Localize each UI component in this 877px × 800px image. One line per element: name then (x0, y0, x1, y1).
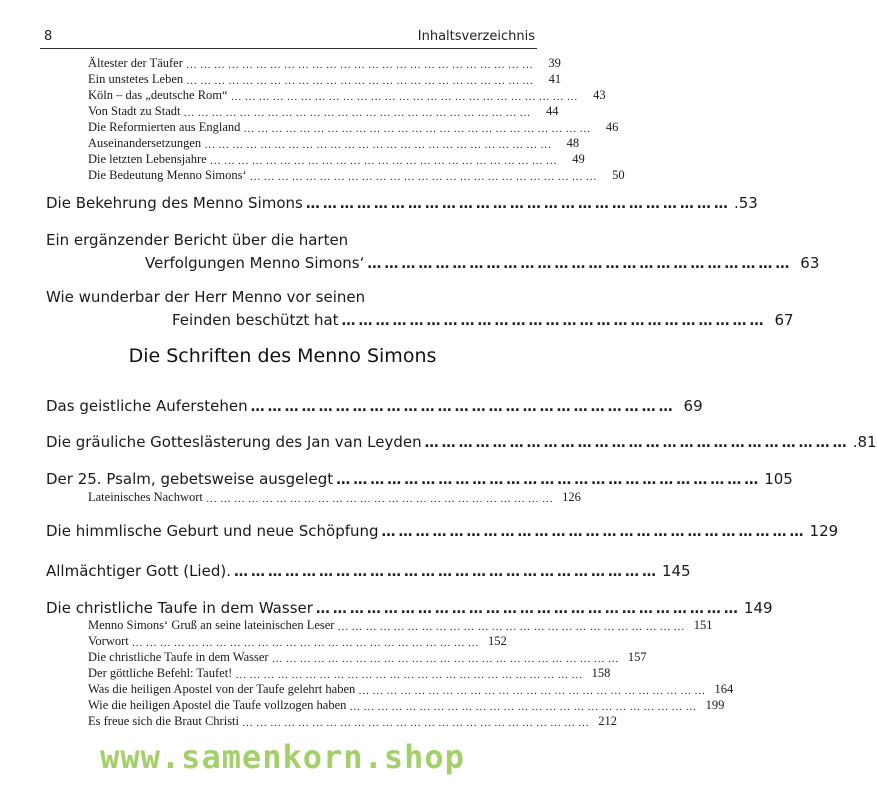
toc-chapter[interactable]: Feinden beschützt hat ………………………………………………………………… 67 (172, 311, 794, 329)
toc-subentry[interactable]: Auseinandersetzungen ………………………………………………………………… 48 (88, 136, 580, 151)
toc-chapter[interactable]: Das geistliche Auferstehen ………………………………………………………………… 69 (46, 397, 703, 415)
toc-subentry[interactable]: Es freue sich die Braut Christi ………………………………………………………………… 212 (88, 714, 618, 729)
toc-chapter[interactable]: Allmächtiger Gott (Lied). ………………………………………………………………… 145 (46, 562, 691, 580)
toc-subentry[interactable]: Die letzten Lebensjahre ………………………………………………………………… 49 (88, 152, 585, 167)
toc-chapter[interactable]: Die himmlische Geburt und neue Schöpfung ………………………………………………………………… 129 (46, 522, 839, 540)
toc-chapter-line1[interactable]: Ein ergänzender Bericht über die harten (46, 231, 349, 249)
running-title: Inhaltsverzeichnis (417, 29, 535, 44)
toc-subentry[interactable]: Die Bedeutung Menno Simons‘ ………………………………………………………………… 50 (88, 168, 625, 183)
section-heading: Die Schriften des Menno Simons (128, 345, 437, 367)
toc-subentry[interactable]: Vorwort ………………………………………………………………… 152 (88, 634, 507, 649)
toc-subentry[interactable]: Menno Simons‘ Gruß an seine lateinischen Leser ………………………………………………………………… 151 (88, 618, 713, 633)
toc-subentry[interactable]: Köln – das „deutsche Rom“ ………………………………………………………………… 43 (88, 88, 606, 103)
toc-subentry[interactable]: Von Stadt zu Stadt ………………………………………………………………… 44 (88, 104, 559, 119)
toc-chapter[interactable]: Die Bekehrung des Menno Simons ………………………………………………………………… .53 (46, 194, 758, 212)
watermark: www.samenkorn.shop (100, 738, 465, 776)
toc-subentry[interactable]: Ältester der Täufer ………………………………………………………………… 39 (88, 56, 561, 71)
toc-subentry[interactable]: Ein unstetes Leben ………………………………………………………………… 41 (88, 72, 562, 87)
toc-chapter[interactable]: Die gräuliche Gotteslästerung des Jan van Leyden ………………………………………………………………… .81 (46, 433, 877, 451)
toc-chapter[interactable]: Der 25. Psalm, gebetsweise ausgelegt ………………………………………………………………… 105 (46, 470, 793, 488)
toc-chapter-line1[interactable]: Wie wunderbar der Herr Menno vor seinen (46, 288, 366, 306)
toc-subentry[interactable]: Die christliche Taufe in dem Wasser ………………………………………………………………… 157 (88, 650, 647, 665)
page-number: 8 (44, 29, 53, 44)
toc-subentry[interactable]: Was die heiligen Apostel von der Taufe gelehrt haben ………………………………………………………………… 164 (88, 682, 734, 697)
toc-subentry[interactable]: Die Reformierten aus England ………………………………………………………………… 46 (88, 120, 619, 135)
toc-subentry[interactable]: Der göttliche Befehl: Taufet! ………………………………………………………………… 158 (88, 666, 611, 681)
toc-chapter[interactable]: Verfolgungen Menno Simons‘ ………………………………………………………………… 63 (145, 254, 820, 272)
toc-subentry[interactable]: Wie die heiligen Apostel die Taufe vollzogen haben ………………………………………………………………… 199 (88, 698, 725, 713)
toc-subentry[interactable]: Lateinisches Nachwort ………………………………………………………………… 126 (88, 490, 581, 505)
toc-chapter[interactable]: Die christliche Taufe in dem Wasser ………………………………………………………………… 149 (46, 599, 773, 617)
